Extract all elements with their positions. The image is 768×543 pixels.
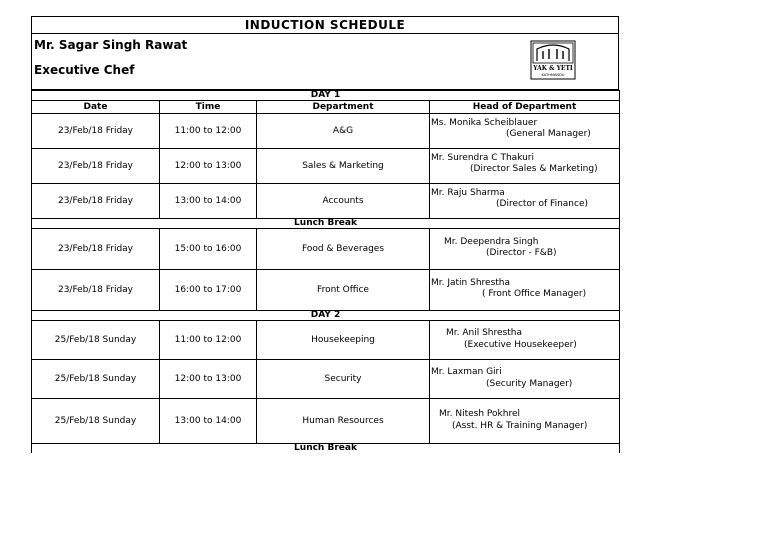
person-header	[31, 34, 619, 90]
row-department: Accounts	[257, 184, 430, 219]
row-time: 11:00 to 12:00	[160, 321, 257, 360]
row-time: 13:00 to 14:00	[160, 184, 257, 219]
head-name: Mr. Deependra Singh	[444, 237, 539, 247]
row-date: 25/Feb/18 Sunday	[32, 399, 160, 444]
row-department: Front Office	[257, 270, 430, 311]
schedule-sheet	[31, 16, 619, 453]
table-row	[32, 229, 620, 270]
row-head	[430, 360, 620, 399]
head-title: ( Front Office Manager)	[482, 289, 587, 299]
head-title: (Security Manager)	[486, 379, 573, 389]
row-time: 13:00 to 14:00	[160, 399, 257, 444]
row-time: 11:00 to 12:00	[160, 114, 257, 149]
table-row	[32, 321, 620, 360]
person-role: Executive Chef	[34, 63, 135, 77]
row-date: 23/Feb/18 Friday	[32, 149, 160, 184]
schedule-table	[31, 90, 620, 453]
row-department: Human Resources	[257, 399, 430, 444]
row-date: 25/Feb/18 Sunday	[32, 360, 160, 399]
head-title: (Executive Housekeeper)	[464, 340, 577, 350]
row-department: Security	[257, 360, 430, 399]
row-head	[430, 184, 620, 219]
row-head	[430, 149, 620, 184]
head-name: Mr. Laxman Giri	[431, 367, 502, 377]
table-row	[32, 184, 620, 219]
row-department: Food & Beverages	[257, 229, 430, 270]
row-head	[430, 399, 620, 444]
head-title: (Director - F&B)	[486, 248, 557, 258]
logo-city: KATHMANDU	[541, 73, 565, 77]
row-head	[430, 321, 620, 360]
day1-label: DAY 1	[32, 91, 620, 101]
head-name: Ms. Monika Scheiblauer	[431, 118, 538, 128]
yak-yeti-logo	[529, 39, 577, 81]
row-time: 16:00 to 17:00	[160, 270, 257, 311]
head-title: (Asst. HR & Training Manager)	[452, 421, 588, 431]
table-row	[32, 360, 620, 399]
row-date: 23/Feb/18 Friday	[32, 270, 160, 311]
row-head	[430, 229, 620, 270]
col-date: Date	[32, 101, 160, 114]
table-row	[32, 114, 620, 149]
table-row	[32, 149, 620, 184]
page-title: INDUCTION SCHEDULE	[32, 17, 619, 34]
lunch-break-label: Lunch Break	[32, 219, 620, 229]
table-row	[32, 270, 620, 311]
row-date: 23/Feb/18 Friday	[32, 184, 160, 219]
row-time: 15:00 to 16:00	[160, 229, 257, 270]
title-table	[31, 16, 619, 34]
head-name: Mr. Jatin Shrestha	[431, 278, 511, 288]
head-name: Mr. Nitesh Pokhrel	[439, 409, 520, 419]
row-head	[430, 270, 620, 311]
head-title: (Director Sales & Marketing)	[470, 164, 598, 174]
head-name: Mr. Anil Shrestha	[446, 328, 522, 338]
logo-brand: YAK & YETI	[533, 65, 573, 72]
row-time: 12:00 to 13:00	[160, 360, 257, 399]
head-title: (Director of Finance)	[496, 199, 589, 209]
head-title: (General Manager)	[506, 129, 591, 139]
col-head: Head of Department	[430, 101, 620, 114]
row-department: A&G	[257, 114, 430, 149]
col-department: Department	[257, 101, 430, 114]
row-date: 23/Feb/18 Friday	[32, 229, 160, 270]
head-name: Mr. Surendra C Thakuri	[431, 153, 535, 163]
table-row	[32, 399, 620, 444]
col-time: Time	[160, 101, 257, 114]
row-time: 12:00 to 13:00	[160, 149, 257, 184]
row-department: Sales & Marketing	[257, 149, 430, 184]
row-date: 25/Feb/18 Sunday	[32, 321, 160, 360]
head-name: Mr. Raju Sharma	[431, 188, 505, 198]
lunch-break-label: Lunch Break	[32, 444, 620, 454]
person-name: Mr. Sagar Singh Rawat	[34, 38, 188, 52]
row-date: 23/Feb/18 Friday	[32, 114, 160, 149]
row-department: Housekeeping	[257, 321, 430, 360]
row-head	[430, 114, 620, 149]
day2-label: DAY 2	[32, 311, 620, 321]
